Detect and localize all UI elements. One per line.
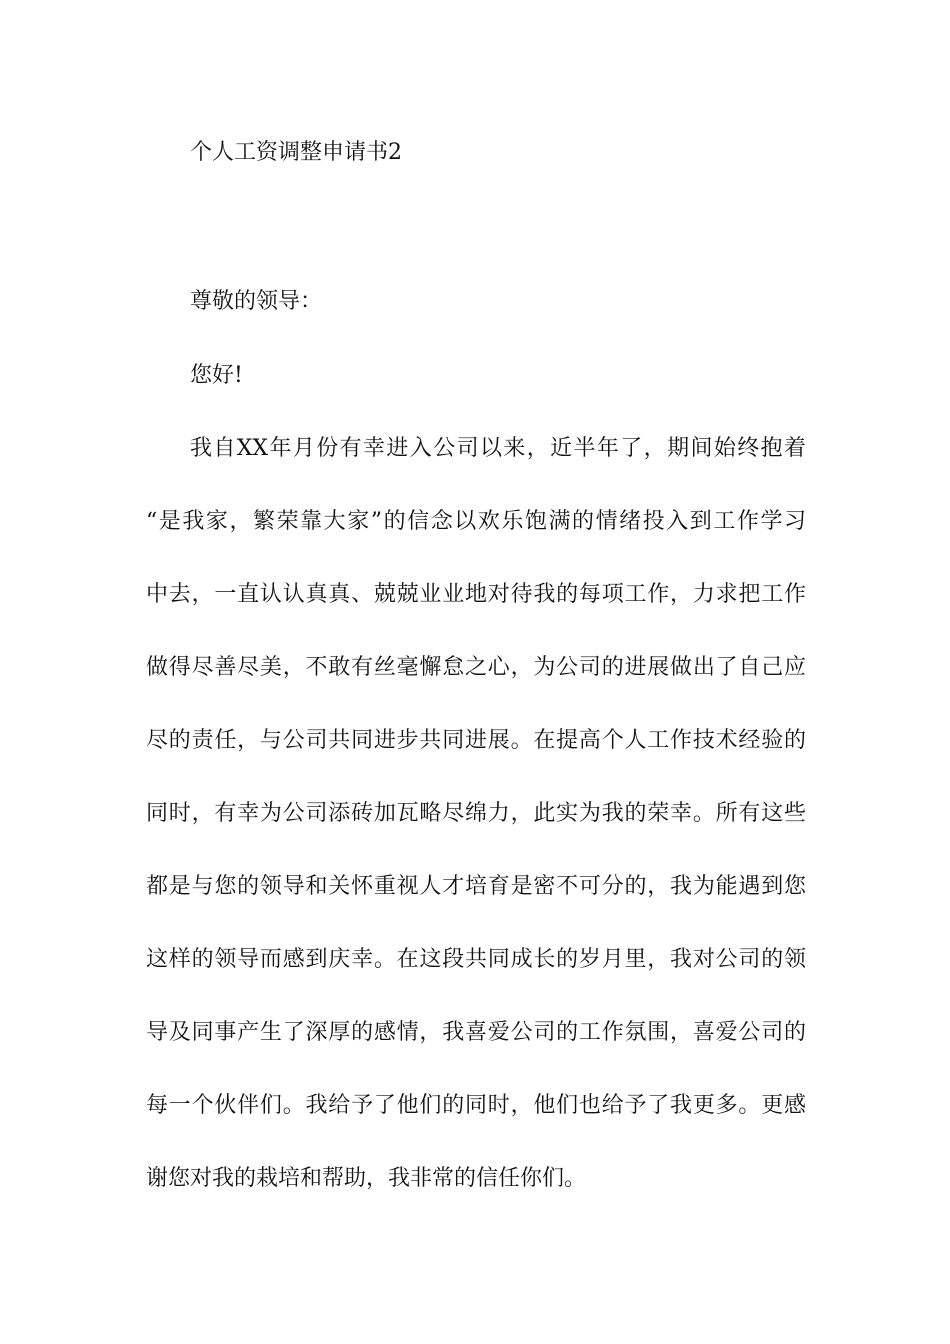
paragraph-line: 每一个伙伴们。我给予了他们的同时，他们也给予了我更多。更感 — [146, 1093, 806, 1118]
paragraph-line: “是我家，繁荣靠大家”的信念以欢乐饱满的情绪投入到工作学习 — [146, 509, 806, 534]
paragraph-line: 中去，一直认认真真、兢兢业业地对待我的每项工作，力求把工作 — [146, 582, 806, 607]
paragraph-line: 尽的责任，与公司共同进步共同进展。在提高个人工作技术经验的 — [146, 728, 806, 753]
paragraph-line: 谢您对我的栽培和帮助，我非常的信任你们。 — [146, 1166, 587, 1191]
salutation: 尊敬的领导： — [190, 289, 323, 314]
body-paragraph — [146, 434, 806, 1237]
paragraph-line: 都是与您的领导和关怀重视人才培育是密不可分的，我为能遇到您 — [146, 874, 806, 899]
document-title: 个人工资调整申请书2 — [190, 140, 402, 165]
greeting: 您好! — [190, 363, 243, 388]
paragraph-line: 导及同事产生了深厚的感情，我喜爱公司的工作氛围，喜爱公司的 — [146, 1020, 806, 1045]
paragraph-line: 这样的领导而感到庆幸。在这段共同成长的岁月里，我对公司的领 — [146, 947, 806, 972]
paragraph-line: 做得尽善尽美，不敢有丝毫懈怠之心，为公司的进展做出了自己应 — [146, 655, 806, 680]
paragraph-line: 我自XX年月份有幸进入公司以来，近半年了，期间始终抱着 — [190, 436, 806, 461]
paragraph-line: 同时，有幸为公司添砖加瓦略尽绵力，此实为我的荣幸。所有这些 — [146, 801, 806, 826]
